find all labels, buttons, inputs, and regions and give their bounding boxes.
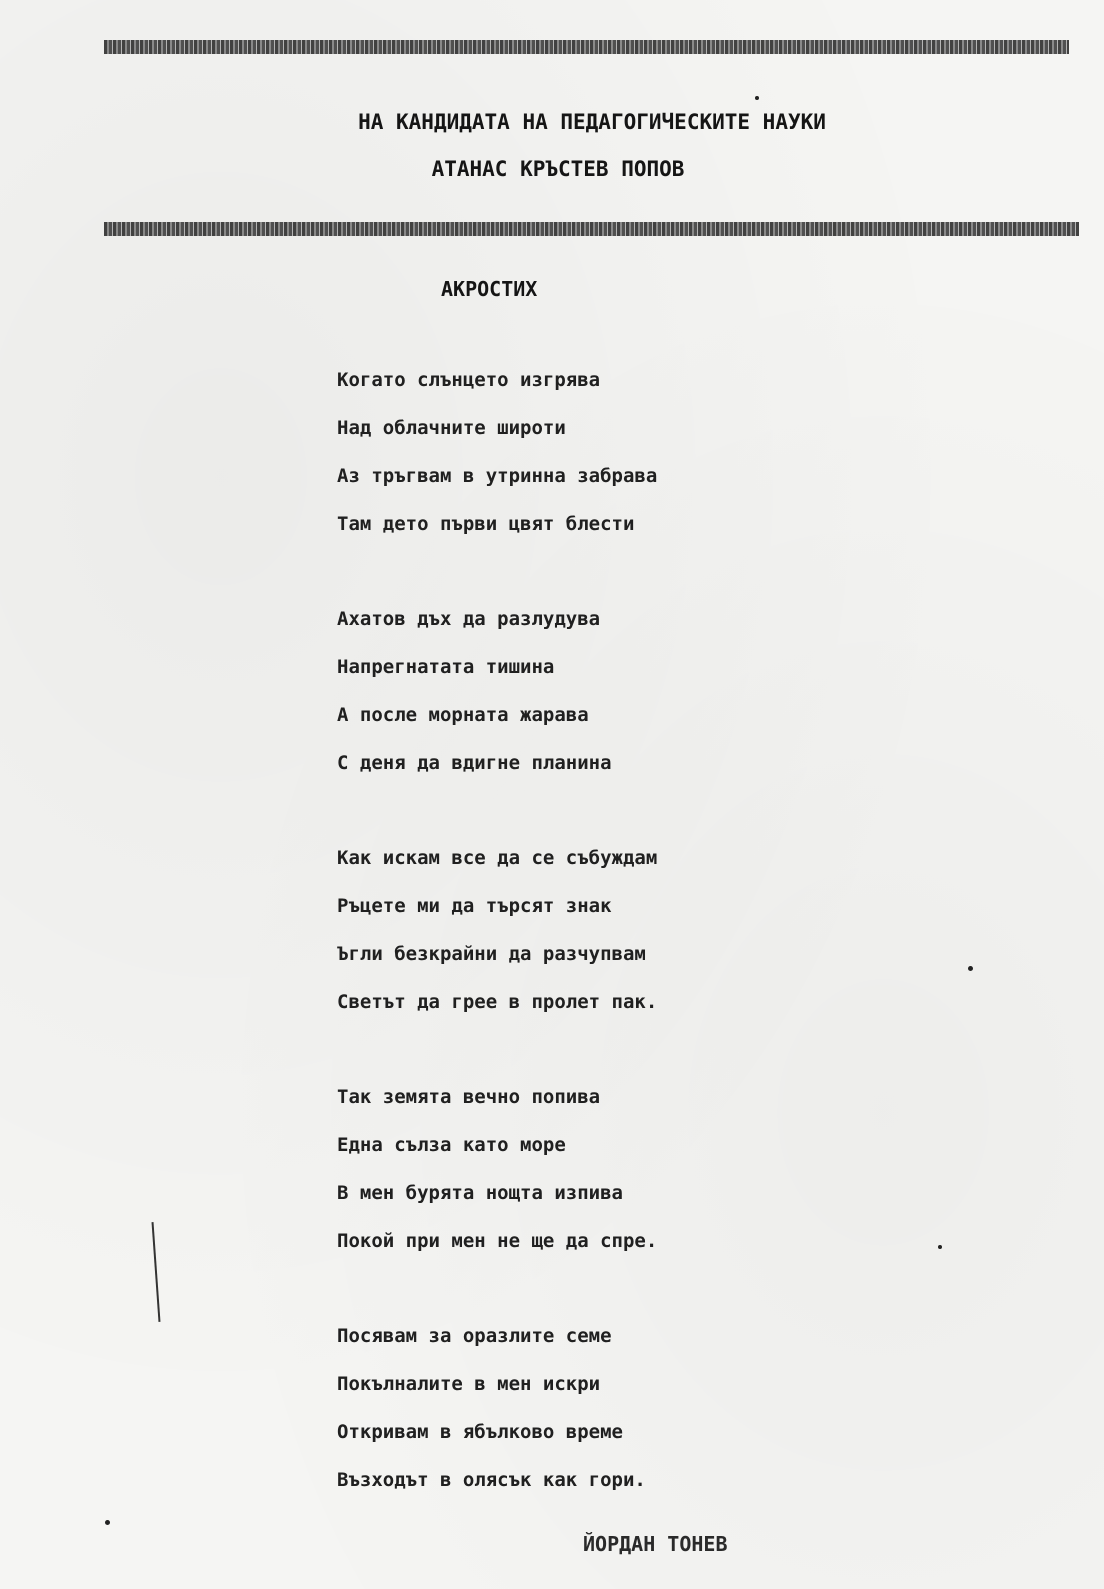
stanza-1	[337, 356, 1037, 548]
stanza-2	[337, 595, 1037, 787]
poem-line: Как искам все да се събуждам	[337, 847, 658, 869]
poem-line: Покълналите в мен искри	[337, 1373, 601, 1395]
poem-line: Ахатов дъх да разлудува	[337, 608, 601, 630]
poem-line: Възходът в олясък как гори.	[337, 1469, 646, 1491]
poem-body	[337, 356, 1037, 1551]
poem-line: Една сълза като море	[337, 1134, 566, 1156]
author-signature: ЙОРДАН ТОНЕВ	[583, 1532, 728, 1556]
poem-line: Посявам за оразлите семе	[337, 1325, 612, 1347]
paper-speck	[938, 1245, 942, 1249]
poem-line: С деня да вдигне планина	[337, 752, 612, 774]
stanza-4	[337, 1073, 1037, 1265]
poem-title: АКРОСТИХ	[441, 277, 538, 301]
poem-line: Над облачните широти	[337, 417, 566, 439]
poem-line: Ръцете ми да търсят знак	[337, 895, 612, 917]
poem-line: В мен бурята нощта изпива	[337, 1182, 623, 1204]
poem-line: Когато слънцето изгрява	[337, 369, 601, 391]
poem-line: Покой при мен не ще да спре.	[337, 1230, 658, 1252]
poem-line: Там дето първи цвят блести	[337, 513, 635, 535]
paper-speck	[755, 96, 759, 100]
header-line-2: АТАНАС КРЪСТЕВ ПОПОВ	[431, 157, 685, 181]
poem-line: Откривам в ябълково време	[337, 1421, 623, 1443]
typed-divider-bottom	[104, 222, 1079, 236]
paper-speck	[968, 966, 973, 971]
poem-line: Светът да грее в пролет пак.	[337, 991, 658, 1013]
stanza-5	[337, 1312, 1037, 1504]
poem-line: Аз тръгвам в утринна забрава	[337, 465, 658, 487]
header-line-1: НА КАНДИДАТА НА ПЕДАГОГИЧЕСКИТЕ НАУКИ	[358, 110, 826, 134]
poem-line: А после морната жарава	[337, 704, 589, 726]
poem-line: Напрегнатата тишина	[337, 656, 555, 678]
stanza-3	[337, 834, 1037, 1026]
poem-line: Так земята вечно попива	[337, 1086, 601, 1108]
typed-divider-top	[104, 40, 1069, 54]
paper-speck	[105, 1520, 110, 1525]
poem-line: Ъгли безкрайни да разчупвам	[337, 943, 646, 965]
paper-scratch	[152, 1222, 161, 1322]
